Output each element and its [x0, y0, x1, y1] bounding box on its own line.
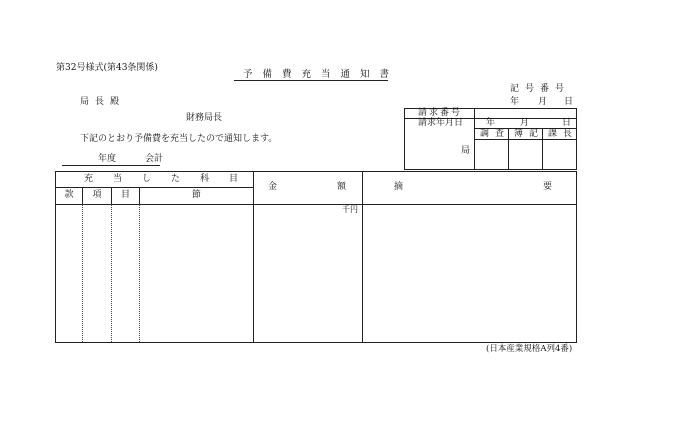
record-date-year: 年 — [510, 97, 520, 107]
sub-header-setsu: 節 — [191, 190, 201, 200]
record-number-label: 記号番号 — [510, 84, 571, 94]
fiscal-account-label: 会計 — [145, 154, 164, 164]
title-underline — [234, 80, 388, 81]
notice-text: 下記のとおり予備費を充当したので通知します。 — [80, 134, 278, 144]
sub-header-kan: 款 — [64, 190, 74, 200]
subject-header: 充当した科目 — [84, 174, 259, 184]
request-date-label: 請求年月日 — [418, 118, 464, 128]
approval-survey: 調査 — [480, 129, 511, 139]
amount-unit: 千円 — [342, 205, 358, 214]
request-date-month: 月 — [520, 118, 530, 128]
addressee-title: 局長殿 — [80, 97, 126, 107]
approval-bookkeeping: 簿記 — [514, 129, 545, 139]
sub-header-moku: 目 — [120, 190, 130, 200]
amount-header: 金額 — [268, 182, 407, 192]
record-date-day: 日 — [564, 97, 574, 107]
request-date-year: 年 — [486, 118, 496, 128]
request-date-day: 日 — [562, 118, 572, 128]
fiscal-year-label: 年度 — [98, 154, 117, 164]
bureau-label: 局 — [461, 146, 471, 156]
fiscal-underline — [62, 165, 160, 166]
form-id: 第32号様式(第43条関係) — [56, 63, 158, 73]
request-number-label: 請求番号 — [418, 108, 463, 118]
sub-header-kou: 項 — [92, 190, 102, 200]
sender-title: 財務局長 — [186, 113, 223, 123]
summary-header: 摘要 — [394, 182, 692, 192]
record-date-month: 月 — [538, 97, 548, 107]
document-title: 予備費充当通知書 — [243, 69, 400, 80]
footer-note: (日本産業規格A列4番) — [486, 344, 573, 354]
approval-section-chief: 課長 — [548, 129, 579, 139]
